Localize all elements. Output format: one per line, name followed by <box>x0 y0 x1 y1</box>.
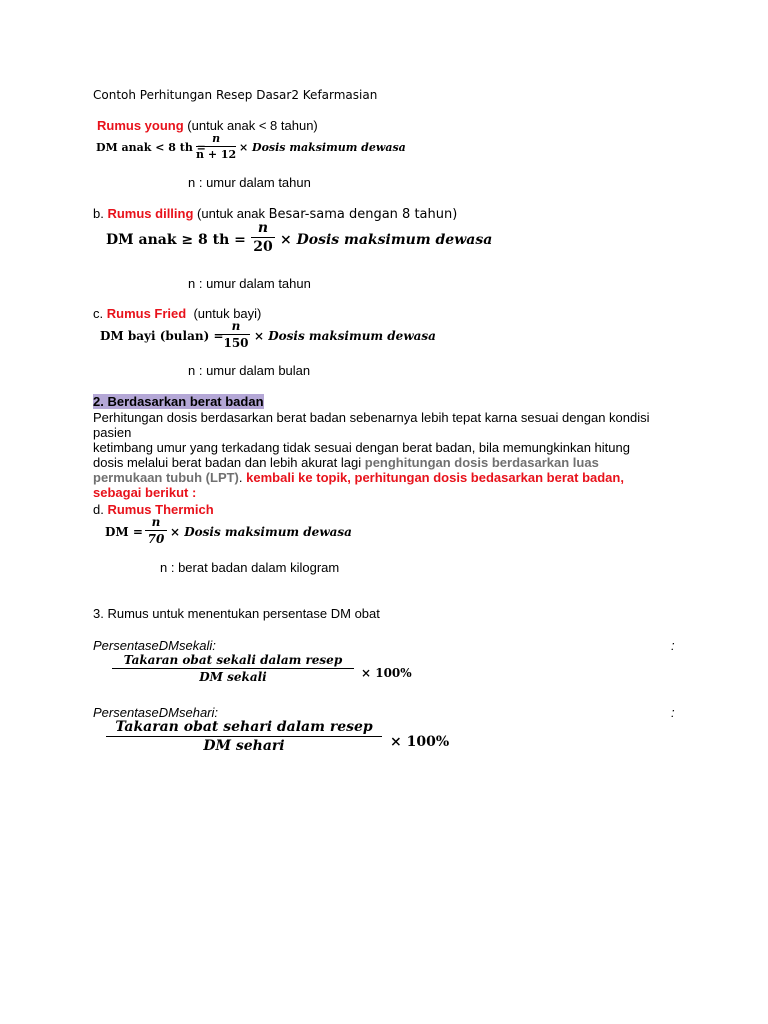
young-den: n + 12 <box>196 148 237 161</box>
sekali-den: DM sekali <box>199 670 267 684</box>
dilling-prefix: b. <box>93 206 104 221</box>
dilling-den: 20 <box>253 239 273 255</box>
sekali-label: PersentaseDMsekali: <box>93 638 216 653</box>
section2-body <box>93 410 663 500</box>
section2-emphasis: kembali ke topik, perhitungan dosis bedasarkan berat badan, sebagai berikut : <box>93 470 624 500</box>
page-title: Contoh Perhitungan Resep Dasar2 Kefarmasian <box>93 88 378 102</box>
dilling-desc-a: (untuk anak <box>197 206 265 221</box>
sehari-num: Takaran obat sehari dalam resep <box>115 719 373 735</box>
section2-heading: 2. Berdasarkan berat badan <box>93 394 264 409</box>
fried-desc: (untuk bayi) <box>193 306 262 321</box>
dilling-rhs: × Dosis maksimum dewasa <box>280 232 493 248</box>
sekali-rhs: × 100% <box>361 666 412 680</box>
young-desc: (untuk anak < 8 tahun) <box>187 118 318 133</box>
sekali-fraction <box>112 654 354 683</box>
thermich-lhs: DM = <box>105 525 143 539</box>
thermich-rhs: × Dosis maksimum dewasa <box>170 525 352 539</box>
thermich-num: n <box>151 515 161 529</box>
sehari-rhs: × 100% <box>390 734 450 750</box>
sekali-colon: : <box>671 638 675 653</box>
dilling-line <box>93 206 457 222</box>
sekali-num: Takaran obat sekali dalam resep <box>123 653 343 667</box>
thermich-name: Rumus Thermich <box>107 502 214 517</box>
fried-lhs: DM bayi (bulan) = <box>100 329 224 343</box>
thermich-note: n : berat badan dalam kilogram <box>160 560 340 575</box>
thermich-fraction <box>145 516 167 545</box>
young-line <box>97 118 318 133</box>
fried-den: 150 <box>223 336 249 350</box>
young-num: n <box>212 132 221 145</box>
sehari-colon: : <box>671 705 675 720</box>
dilling-num: n <box>257 220 269 236</box>
fried-fraction <box>222 320 250 349</box>
sehari-label: PersentaseDMsehari: <box>93 705 218 720</box>
dilling-note: n : umur dalam tahun <box>188 276 311 291</box>
section2-p1: Perhitungan dosis berdasarkan berat badan sebenarnya lebih tepat karna sesuai dengan kondisi pasien <box>93 410 650 440</box>
sehari-fraction <box>106 720 382 753</box>
young-lhs: DM anak < 8 th = <box>96 141 206 154</box>
dilling-name: Rumus dilling <box>107 206 194 221</box>
young-fraction <box>196 133 236 160</box>
dilling-lhs: DM anak ≥ 8 th = <box>106 232 246 248</box>
fried-prefix: c. <box>93 306 104 321</box>
thermich-prefix: d. <box>93 502 104 517</box>
fried-note: n : umur dalam bulan <box>188 363 311 378</box>
dilling-desc-b: Besar-sama dengan 8 tahun) <box>268 207 458 222</box>
section3-heading: 3. Rumus untuk menentukan persentase DM obat <box>93 606 380 621</box>
fried-num: n <box>231 319 241 333</box>
young-rhs: × Dosis maksimum dewasa <box>239 141 406 154</box>
sehari-den: DM sehari <box>203 738 285 754</box>
thermich-den: 70 <box>147 532 165 546</box>
young-name: Rumus young <box>97 118 184 133</box>
section2-p2: ketimbang umur yang terkadang tidak sesuai dengan berat badan, bila memungkinkan hitung dosis melalui berat badan dan lebih akurat lagi penghitungan dosis berdasarkan luas permukaan tubuh (LPT). kembali ke topik, perhitungan dosis bedasarkan berat badan, sebagai berikut : <box>93 440 630 500</box>
fried-rhs: × Dosis maksimum dewasa <box>254 329 436 343</box>
young-note: n : umur dalam tahun <box>188 175 311 190</box>
lpt-link-text: penghitungan dosis berdasarkan luas permukaan tubuh (LPT) <box>93 455 599 485</box>
fried-name: Rumus Fried <box>106 306 187 321</box>
dilling-fraction <box>251 221 275 254</box>
